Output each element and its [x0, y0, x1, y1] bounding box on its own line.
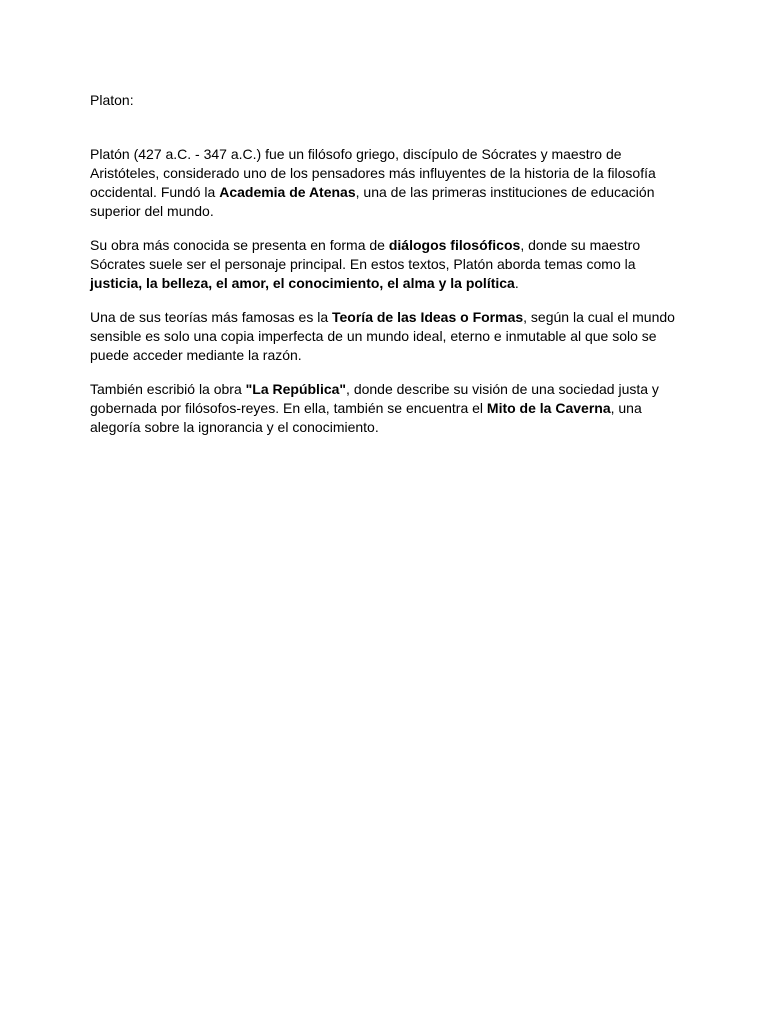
bold-term: justicia, la belleza, el amor, el conocimiento, el alma y la política: [90, 275, 515, 291]
bold-term: "La República": [245, 381, 347, 397]
paragraph-text: Platón (427 a.C. - 347 a.C.) fue un filósofo griego, discípulo de Sócrates y maestro de Aristóteles, considerado uno de los pensadores más influyentes de la historia de la filosofía occidental. Fundó la: [90, 146, 656, 200]
paragraph-2: [90, 236, 680, 293]
paragraph-text: Su obra más conocida se presenta en forma de: [90, 237, 389, 253]
bold-term: Mito de la Caverna: [486, 400, 611, 416]
document-body: [90, 91, 680, 437]
paragraph-text: , según la cual el mundo sensible es solo una copia imperfecta de un mundo ideal, eterno e inmutable al que solo se puede acceder mediante la razón.: [90, 309, 675, 363]
document-title: Platon:: [90, 92, 134, 108]
paragraph-3: [90, 308, 680, 365]
paragraph-text: , una de las primeras instituciones de educación superior del mundo.: [90, 184, 655, 219]
paragraph-text: , donde describe su visión de una sociedad justa y gobernada por filósofos-reyes. En ella, también se encuentra el: [90, 381, 659, 416]
bold-term: Academia de Atenas: [219, 184, 356, 200]
paragraph-4: [90, 380, 680, 437]
paragraph-1: [90, 145, 680, 221]
paragraph-text: Una de sus teorías más famosas es la: [90, 309, 332, 325]
paragraph-text: También escribió la obra: [90, 381, 246, 397]
paragraph-text: , una alegoría sobre la ignorancia y el conocimiento.: [90, 400, 642, 435]
paragraph-text: .: [514, 275, 519, 291]
paragraph-text: , donde su maestro Sócrates suele ser el personaje principal. En estos textos, Platón aborda temas como la: [90, 237, 641, 272]
bold-term: Teoría de las Ideas o Formas: [332, 309, 524, 325]
bold-term: diálogos filosóficos: [388, 237, 521, 253]
